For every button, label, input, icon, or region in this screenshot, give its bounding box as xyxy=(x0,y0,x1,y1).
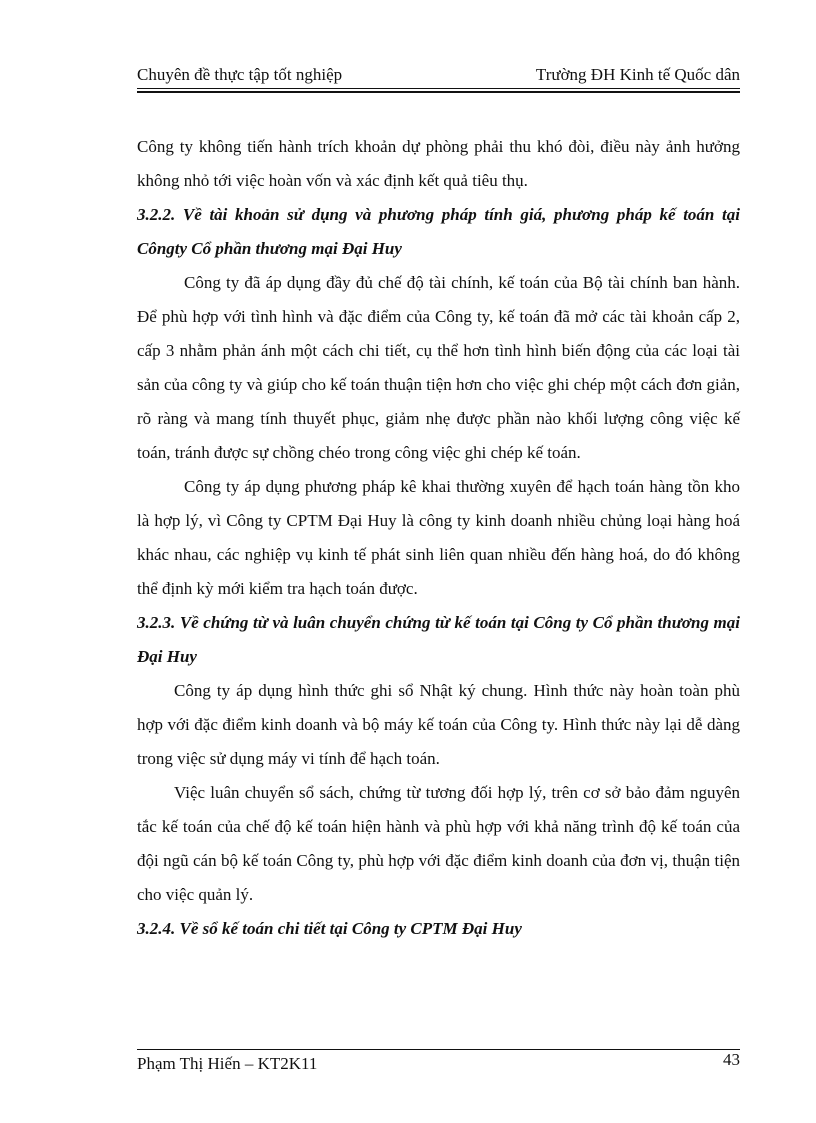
footer-author: Phạm Thị Hiến – KT2K11 xyxy=(137,1054,318,1073)
header-university: Trường ĐH Kinh tế Quốc dân xyxy=(535,65,740,84)
header-rule-thin xyxy=(137,88,740,89)
paragraph-provision: Công ty không tiến hành trích khoản dự phòng phải thu khó đòi, điều này ảnh hưởng không nhỏ tới việc hoàn vốn và xác định kết quả tiêu thụ. xyxy=(137,137,740,190)
page-number: 43 xyxy=(723,1050,740,1069)
page-header xyxy=(137,64,740,88)
page-footer xyxy=(137,1050,740,1077)
heading-3-2-2: 3.2.2. Về tài khoản sử dụng và phương pháp tính giá, phương pháp kế toán tại Côngty Cổ phần thương mại Đại Huy xyxy=(137,205,740,258)
page-body xyxy=(137,130,740,946)
footer-rule xyxy=(137,1049,740,1050)
paragraph-document-flow: Việc luân chuyển sổ sách, chứng từ tương đối hợp lý, trên cơ sở bảo đảm nguyên tắc kế toán của chế độ kế toán hiện hành và phù hợp với khả năng trình độ kế toán của đội ngũ cán bộ kế toán Công ty, phù hợp với đặc điểm kinh doanh của đơn vị, thuận tiện cho việc quản lý. xyxy=(137,783,740,904)
header-rule-thick xyxy=(137,91,740,93)
paragraph-accounts: Công ty đã áp dụng đầy đủ chế độ tài chính, kế toán của Bộ tài chính ban hành. Để phù hợp với tình hình và đặc điểm của Công ty, kế toán đã mở các tài khoản cấp 2, cấp 3 nhằm phản ánh một cách chi tiết, cụ thể hơn tình hình biến động của các loại tài sản của công ty và giúp cho kế toán thuận tiện hơn cho việc ghi chép một cách đơn giản, rõ ràng và mang tính thuyết phục, giảm nhẹ được phần nào khối lượng công việc kế toán, tránh được sự chồng chéo trong công việc ghi chép kế toán. xyxy=(137,273,740,462)
paragraph-journal-form: Công ty áp dụng hình thức ghi sổ Nhật ký chung. Hình thức này hoàn toàn phù hợp với đặc điểm kinh doanh và bộ máy kế toán của Công ty. Hình thức này lại dễ dàng trong việc sử dụng máy vi tính để hạch toán. xyxy=(137,681,740,768)
paragraph-inventory-method: Công ty áp dụng phương pháp kê khai thường xuyên để hạch toán hàng tồn kho là hợp lý, vì Công ty CPTM Đại Huy là công ty kinh doanh nhiều chủng loại hàng hoá khác nhau, các nghiệp vụ kinh tế phát sinh liên quan nhiều đến hàng hoá, do đó không thể định kỳ mới kiểm tra hạch toán được. xyxy=(137,477,740,598)
heading-3-2-3: 3.2.3. Về chứng từ và luân chuyển chứng từ kế toán tại Công ty Cổ phần thương mại Đại Huy xyxy=(137,613,740,666)
header-thesis-title: Chuyên đề thực tập tốt nghiệp xyxy=(137,65,343,84)
heading-3-2-4: 3.2.4. Về sổ kế toán chi tiết tại Công ty CPTM Đại Huy xyxy=(137,919,522,938)
